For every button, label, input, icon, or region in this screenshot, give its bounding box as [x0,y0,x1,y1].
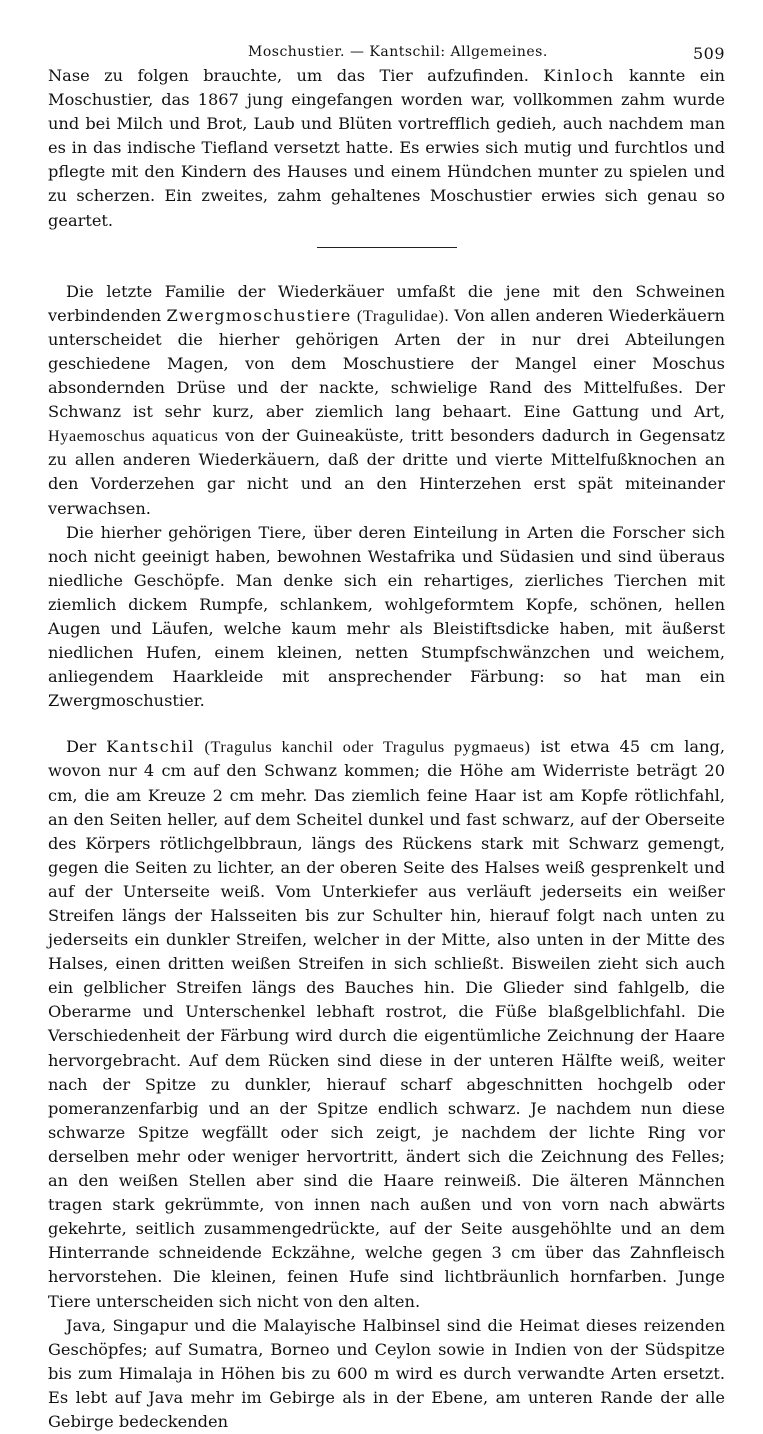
text-run: Der [66,737,97,757]
family-name-latin: (Tragulidae). [356,306,450,325]
paragraph-gap [48,713,725,735]
text-run: von der Guineaküste, tritt besonders dadurch in Gegensatz zu allen anderen Wiederkäuern, daß der dritte und vierte Mittelfußknochen an den Vorderzehen gar nicht und an den Hinterzehen erst spät miteinander verwachsen. [48,426,725,518]
page-number: 509 [692,44,725,63]
paragraph-family [48,280,725,521]
body-text [48,64,725,1434]
running-title: Moschustier. — Kantschil: Allgemeines. [248,44,548,60]
kantschil-latin-name: (Tragulus kanchil oder Tragulus pygmaeus) [204,738,531,757]
species-name-latin: Hyaemoschus aquaticus [48,427,219,446]
section-divider [317,247,457,248]
paragraph-description: Die hierher gehörigen Tiere, über deren Einteilung in Arten die Forscher sich noch nicht geeinigt haben, bewohnen Westafrika und Südasien und sind überaus niedliche Geschöpfe. Man denke sich ein rehartiges, zierliches Tierchen mit ziemlich dickem Rumpfe, schlankem, wohlgeformtem Kopfe, schönen, hellen Augen und Läufen, welche kaum mehr als Bleistiftsdicke haben, mit äußerst niedlichen Hufen, einem kleinen, netten Stumpfschwänzchen und weichem, anliegendem Haarkleide mit ansprechender Färbung: so hat man ein Zwergmoschustier. [48,522,725,711]
text-run: ist etwa 45 cm lang, wovon nur 4 cm auf den Schwanz kommen; die Höhe am Widerriste beträgt 20 cm, die am Kreuze 2 cm mehr. Das ziemlich feine Haar ist am Kopfe rötlichfahl, an den Seiten heller, auf dem Scheitel dunkel und fast schwarz, auf der Oberseite des Körpers rötlichgelbbraun, längs des Rückens stark mit Schwarz gemengt, gegen die Seiten zu lichter, an der oberen Seite des Halses weiß gesprenkelt und auf der Unterseite weiß. Vom Unterkiefer aus verläuft jederseits ein weißer Streifen längs der Halsseiten bis zur Schulter hin, hierauf folgt nach unten zu jederseits ein dunkler Streifen, welcher in der Mitte, also unten in der Mitte des Halses, einen dritten weißen Streifen in sich schließt. Bisweilen zieht sich auch ein gelblicher Streifen längs des Bauches hin. Die Glieder sind fahlgelb, die Oberarme und Unterschenkel lebhaft rostrot, die Füße blaßgelblichfahl. Die Verschiedenheit der Färbung wird durch die eigentümliche Zeichnung der Haare hervorgebracht. Auf dem Rücken sind diese in der unteren Hälfte weiß, weiter nach der Spitze zu dunkler, hierauf scharf abgeschnitten hochgelb oder pomeranzenfarbig und an der Spitze endlich schwarz. Je nachdem nun diese schwarze Spitze wegfällt oder sich zeigt, je nachdem der lichte Ring vor derselben mehr oder weniger hervortritt, ändert sich die Zeichnung des Felles; an den weißen Stellen aber sind die Haare reinweiß. Die älteren Männchen tragen stark gekrümmte, von innen nach außen und von vorn nach abwärts gekehrte, seitlich zusammengedrückte, auf der Seite ausgehöhlte und an dem Hinterrande schneidende Eckzähne, welche gegen 3 cm über das Zahnfleisch hervorstehen. Die kleinen, feinen Hufe sind lichtbräunlich hornfarben. Junge Tiere unterscheiden sich nicht von den alten. [48,737,725,1311]
running-head [48,40,725,64]
name-kinloch: Kinloch [543,66,615,85]
paragraph-moschustier-end [48,64,725,233]
text-run: Nase zu folgen brauchte, um das Tier aufzufinden. [48,66,529,85]
paragraph-kantschil [48,735,725,1313]
family-name-german: Zwergmoschustiere [166,305,352,325]
text-run: Von allen anderen Wiederkäuern unterscheidet die hierher gehörigen Arten der in nur drei Abteilungen geschiedene Magen, von dem Moschustiere der Mangel einer Moschus absondernden Drüse und der nackte, schwielige Rand des Mittelfußes. Der Schwanz ist sehr kurz, aber ziemlich lang behaart. Eine Gattung und Art, [48,305,725,422]
text-run: Die letzte Familie der Wiederkäuer umfaßt die jene mit den Schweinen verbindenden [48,281,725,325]
paragraph-range: Java, Singapur und die Malayische Halbinsel sind die Heimat dieses reizenden Geschöpfes; auf Sumatra, Borneo und Ceylon sowie in Indien von der Südspitze bis zum Himalaja in Höhen bis zu 600 m wird es durch verwandte Arten ersetzt. Es lebt auf Java mehr im Gebirge als in der Ebene, am unteren Rande der alle Gebirge bedeckenden [48,1315,725,1431]
text-run: kannte ein Moschustier, das 1867 jung eingefangen worden war, vollkommen zahm wurde und bei Milch und Brot, Laub und Blüten vortrefflich gedieh, auch nachdem man es in das indische Tiefland versetzt hatte. Es erwies sich mutig und furchtlos und pflegte mit den Kindern des Hauses und einem Hündchen munter zu spielen und zu scherzen. Ein zweites, zahm gehaltenes Moschustier erwies sich genau so geartet. [48,66,725,230]
name-kantschil: Kantschil [106,737,195,757]
